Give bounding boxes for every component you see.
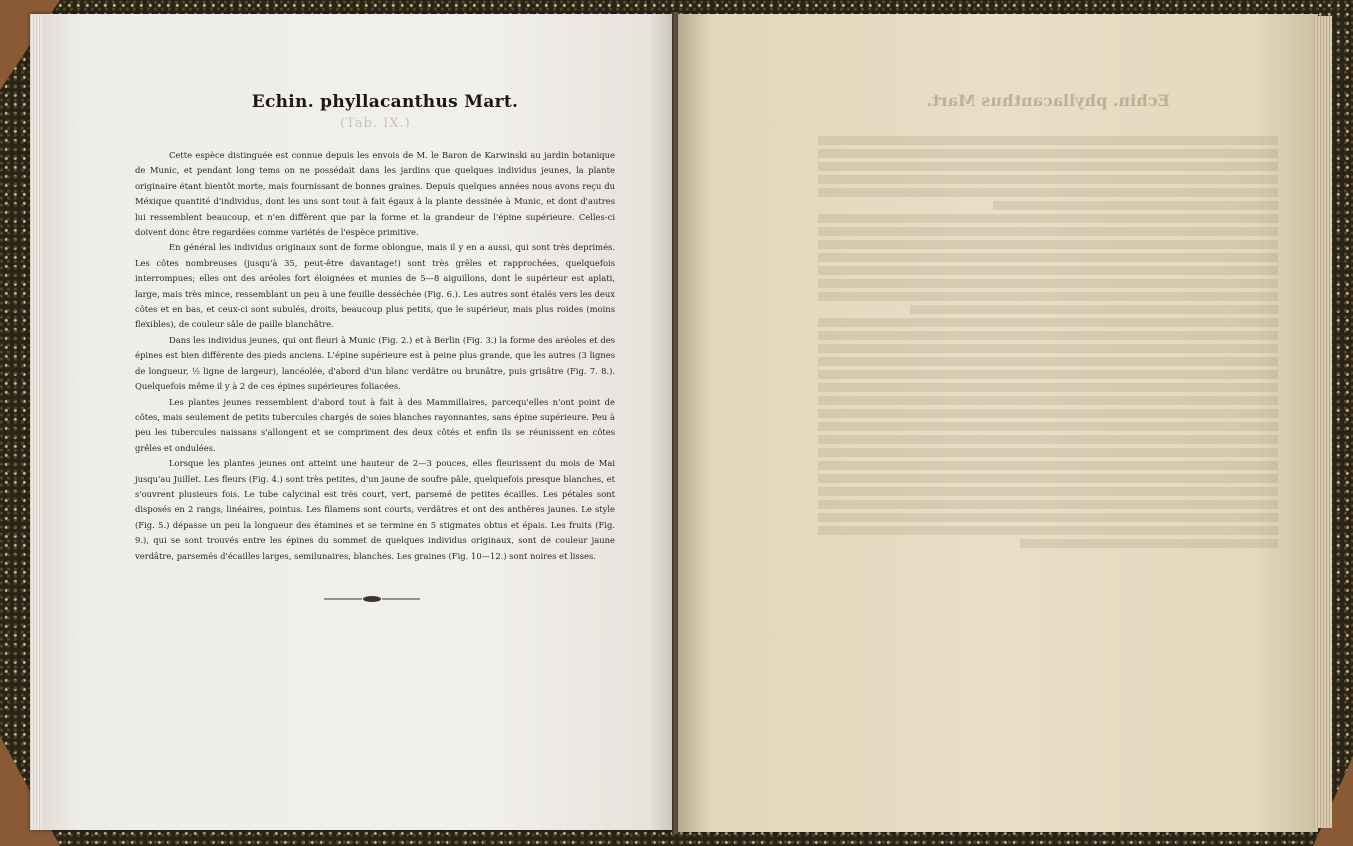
showthrough-text-lines	[818, 136, 1278, 548]
plate-reference: (Tab. IX.)	[340, 116, 411, 131]
paragraph: Dans les individus jeunes, qui ont fleuri à Munic (Fig. 2.) et à Berlin (Fig. 3.) la forme des aréoles et des épines est bien différente des pieds anciens. L'épine supérieure est à peine plus grande, que les autres (3 lignes de longueur, ½ ligne de largeur), lancéolée, d'abord d'un blanc verdâtre ou brunâtre, puis grisâtre (Fig. 7. 8.). Quelquefois même il y à 2 de ces épines supérieures foliacées.	[135, 334, 615, 392]
showthrough-title: Echin. phyllacanthus Mart.	[926, 91, 1170, 110]
paragraph: Lorsque les plantes jeunes ont atteint une hauteur de 2—3 pouces, elles fleurissent du mois de Mai jusqu'au Juillet. Les fleurs (Fig. 4.) sont très petites, d'un jaune de soufre pâle, quelquefois presque blanches, et s'ouvrent plusieurs fois. Le tube calycinal est très court, vert, parsemé de petites écailles. Les pétales sont disposés en 2 rangs, linéaires, pointus. Les filamens sont courts, verdâtres et ont des anthères jaunes. Le style (Fig. 5.) dépasse un peu la longueur des étamines et se termine en 5 stigmates obtus et épais. Les fruits (Fig. 9.), qui se sont trouvés entre les épines du sommet de quelques individus originaux, sont de couleur jaune verdâtre, parsemés d'écailles larges, semilunaires, blanches. Les graines (Fig. 10—12.) sont noires et lisses.	[135, 458, 615, 561]
page-title: Echin. phyllacanthus Mart.	[251, 92, 519, 112]
right-page	[678, 14, 1318, 832]
body-text	[135, 148, 615, 564]
right-page-showthrough	[818, 91, 1278, 552]
ornament-divider-icon	[322, 594, 422, 604]
paragraph: En général les individus originaux sont de forme oblongue, mais il y en a aussi, qui sont très deprimés. Les côtes nombreuses (jusqu'à 35, peut-être davantage!) sont très grêles et rapprochées, quelquefois interrompues; elles ont des aréoles fort éloignées et munies de 5—8 aiguillons, dont le supérieur est aplati, large, mais très mince, ressemblant un peu à une feuille desséchée (Fig. 6.). Les autres sont étalés vers les deux côtes et en bas, et ceux-ci sont subulés, droits, beaucoup plus petits, que le supérieur, mais plus roides (moins flexibles), de couleur sâle de paille blanchâtre.	[135, 242, 615, 330]
paragraph: Cette espèce distinguée est connue depuis les envois de M. le Baron de Karwinski au jardin botanique de Munic, et pendant long tems on ne possédait dans les jardins que quelques individus jeunes, la plante originaire étant bientôt morte, mais fournissant de bonnes graines. Depuis quelques années nous avons reçu du Méxique quantité d'individus, dont les uns sont tout à fait égaux à la plante dessinée à Munic, et dont d'autres lui ressemblent beaucoup, et n'en diffèrent que par la forme et la grandeur de l'épine supérieure. Celles-ci doivent donc être regardées comme variétés de l'espèce primitive.	[135, 150, 615, 238]
right-page-edge	[1314, 16, 1332, 828]
left-page-edge	[30, 14, 42, 830]
paragraph: Les plantes jeunes ressemblent d'abord tout à fait à des Mammillaires, parcequ'elles n'ont point de côtes, mais seulement de petits tubercules chargés de soies blanches rayonnantes, sans épine supérieure. Peu à peu les tubercules naissans s'allongent et se compriment des deux côtés et enfin ils se réunissent en côtes grêles et ondulées.	[135, 396, 615, 453]
